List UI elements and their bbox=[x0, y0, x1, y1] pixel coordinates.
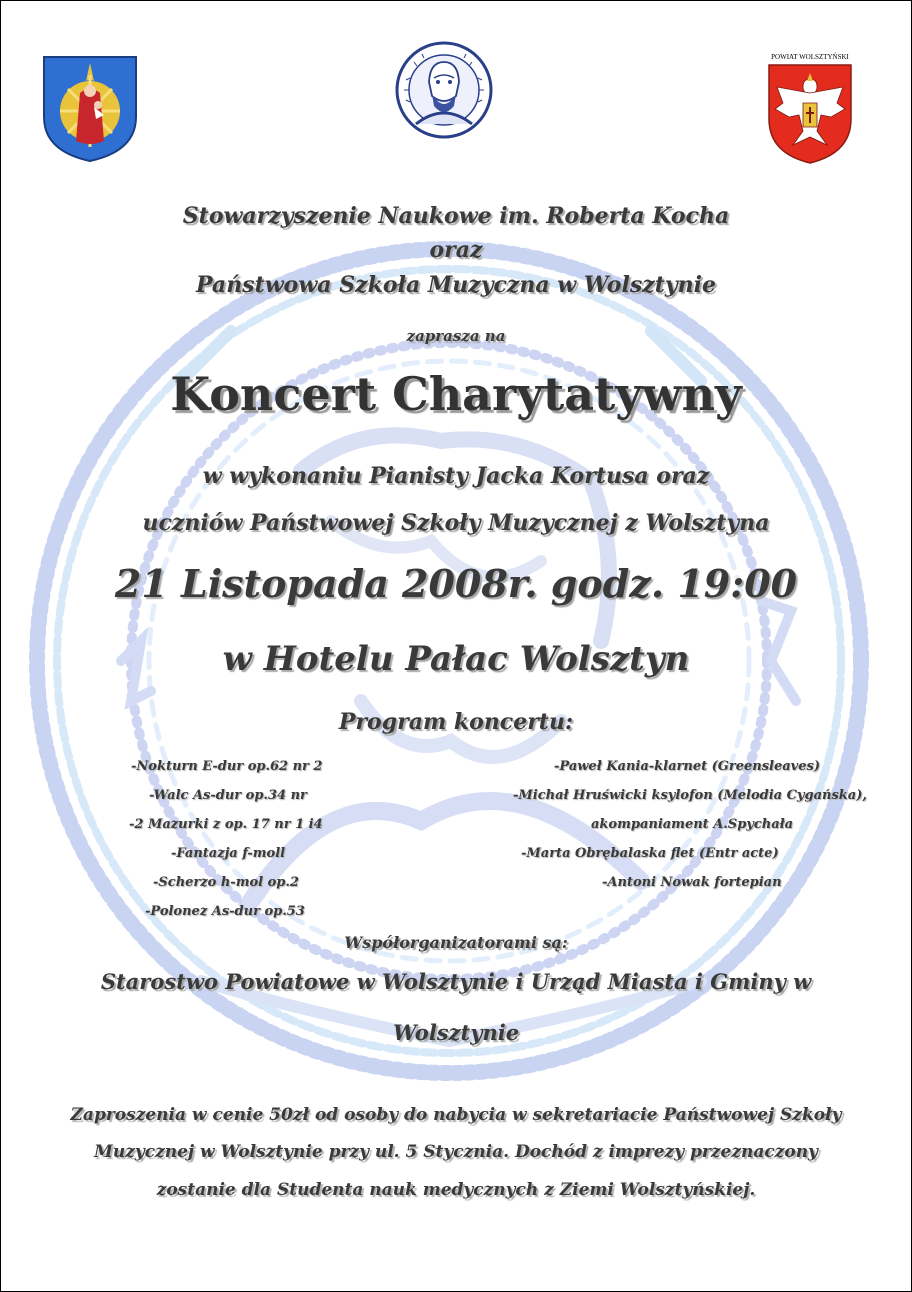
program-right-item: akompaniament A.Spychała bbox=[591, 817, 794, 832]
wolsztyn-county-coat-of-arms-icon bbox=[763, 49, 857, 165]
performers-line-2: uczniów Państwowej Szkoły Muzycznej z Wolsztyna bbox=[142, 510, 770, 536]
program-left-item: -Polonez As-dur op.53 bbox=[145, 904, 305, 919]
program-left-item: -Nokturn E-dur op.62 nr 2 bbox=[131, 759, 323, 774]
performers-line-1: w wykonaniu Pianisty Jacka Kortusa oraz bbox=[202, 463, 710, 489]
program-left-item: -2 Mazurki z op. 17 nr 1 i4 bbox=[129, 817, 323, 832]
program-left-item: -Walc As-dur op.34 nr bbox=[149, 788, 307, 803]
invites-text: zaprasza na bbox=[406, 327, 506, 345]
co-organizers-line-1: Starostwo Powiatowe w Wolsztynie i Urząd Miasta i Gminy w bbox=[100, 969, 812, 994]
program-left-item: -Fantazja f-moll bbox=[171, 846, 286, 861]
organizer-line-2: Państwowa Szkoła Muzyczna w Wolsztynie bbox=[195, 272, 717, 298]
event-title: Koncert Charytatywny bbox=[170, 367, 742, 421]
robert-koch-medallion-icon bbox=[394, 40, 494, 140]
co-organizers-line-2: Wolsztynie bbox=[392, 1020, 520, 1045]
program-right-item: -Antoni Nowak fortepian bbox=[602, 875, 782, 890]
program-right-item: -Paweł Kania-klarnet (Greensleaves) bbox=[554, 759, 820, 774]
footer-line-1: Zaproszenia w cenie 50zł od osoby do nabycia w sekretariacie Państwowej Szkoły bbox=[70, 1105, 842, 1125]
co-organizers-label: Współorganizatorami są: bbox=[344, 933, 568, 952]
program-left-item: -Scherzo h-mol op.2 bbox=[153, 875, 299, 890]
footer-line-3: zostanie dla Studenta nauk medycznych z Ziemi Wolsztyńskiej. bbox=[156, 1180, 756, 1200]
program-right-item: -Marta Obrębalaska flet (Entr acte) bbox=[521, 846, 779, 861]
program-right-item: -Michał Hruświcki ksylofon (Melodia Cygańska), bbox=[513, 788, 867, 803]
event-date-time: 21 Listopada 2008r. godz. 19:00 bbox=[114, 561, 798, 606]
organizer-conjunction: oraz bbox=[429, 237, 483, 263]
wolsztyn-town-coat-of-arms-icon bbox=[42, 55, 138, 163]
organizer-line-1: Stowarzyszenie Naukowe im. Roberta Kocha bbox=[182, 203, 730, 229]
event-venue: w Hotelu Pałac Wolsztyn bbox=[222, 639, 690, 679]
program-heading: Program koncertu: bbox=[338, 709, 574, 735]
footer-line-2: Muzycznej w Wolsztynie przy ul. 5 Stycznia. Dochód z imprezy przeznaczony bbox=[94, 1142, 818, 1162]
county-label: POWIAT WOLSZTYŃSKI bbox=[771, 53, 849, 61]
